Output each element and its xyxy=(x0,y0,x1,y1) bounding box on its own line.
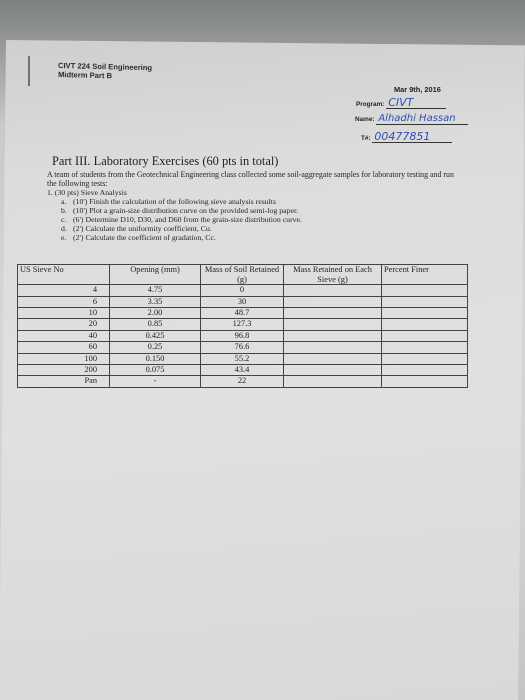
cell-mass-each-sieve[interactable] xyxy=(284,376,382,387)
cell-mass-retained: 127.3 xyxy=(201,319,284,330)
cell-percent-finer[interactable] xyxy=(382,353,468,364)
cell-sieve-no: 6 xyxy=(18,296,110,307)
name-value: Alhadhi Hassan xyxy=(376,113,468,125)
cell-opening: 3.35 xyxy=(110,296,201,307)
cell-mass-retained: 48.7 xyxy=(201,308,284,319)
cell-opening: 0.25 xyxy=(110,342,201,353)
cell-mass-retained: 76.6 xyxy=(201,342,284,353)
table-row xyxy=(18,319,468,330)
cell-percent-finer[interactable] xyxy=(382,296,468,307)
table-row xyxy=(18,342,468,353)
midterm-label: Midterm Part B xyxy=(57,69,113,80)
cell-mass-retained: 0 xyxy=(201,285,284,296)
header-opening: Opening (mm) xyxy=(110,265,201,285)
tid-field xyxy=(361,131,452,143)
header-mass-retained: Mass of Soil Retained (g) xyxy=(201,265,284,285)
cell-percent-finer[interactable] xyxy=(382,285,468,296)
cell-sieve-no: Pan xyxy=(18,376,110,387)
cell-percent-finer[interactable] xyxy=(382,342,468,353)
cell-sieve-no: 10 xyxy=(18,308,110,319)
exam-header xyxy=(58,62,152,79)
cell-mass-retained: 43.4 xyxy=(201,365,284,376)
cell-percent-finer[interactable] xyxy=(382,330,468,341)
table-row xyxy=(18,353,468,364)
cell-opening: 0.075 xyxy=(110,365,201,376)
exam-date: Mar 9th, 2016 xyxy=(394,85,441,94)
part-title: Part III. Laboratory Exercises (60 pts in total) xyxy=(52,154,279,168)
cell-mass-each-sieve[interactable] xyxy=(284,342,382,353)
cell-percent-finer[interactable] xyxy=(382,365,468,376)
header-sieve-no: US Sieve No xyxy=(18,265,110,285)
cell-opening: 4.75 xyxy=(110,285,201,296)
cell-mass-each-sieve[interactable] xyxy=(284,319,382,330)
table-header-row xyxy=(18,265,468,285)
cell-mass-retained: 55.2 xyxy=(201,353,284,364)
cell-sieve-no: 60 xyxy=(18,342,110,353)
cell-opening: 2.00 xyxy=(110,308,201,319)
course-title: CIVT 224 Soil Engineering xyxy=(57,61,153,73)
table-row xyxy=(18,285,468,296)
cell-percent-finer[interactable] xyxy=(382,308,468,319)
sieve-analysis-table xyxy=(17,264,468,388)
name-label: Name: xyxy=(355,116,375,123)
question-item: a. (10') Finish the calculation of the following sieve analysis results xyxy=(61,196,277,206)
table-row xyxy=(18,308,468,319)
question-1: 1. (30 pts) Sieve Analysis xyxy=(47,188,127,197)
header-mass-each-sieve: Mass Retained on Each Sieve (g) xyxy=(284,265,382,285)
cell-opening: 0.425 xyxy=(110,330,201,341)
question-item: d. (2') Calculate the uniformity coefficient, Cu. xyxy=(61,223,212,233)
cell-sieve-no: 200 xyxy=(18,365,110,376)
table-row xyxy=(18,296,468,307)
cell-mass-each-sieve[interactable] xyxy=(284,296,382,307)
name-field xyxy=(355,113,468,125)
question-item: b. (10') Plot a grain-size distribution curve on the provided semi-log paper. xyxy=(61,205,299,215)
question-list xyxy=(47,189,302,242)
table-row xyxy=(18,376,468,387)
cell-percent-finer[interactable] xyxy=(382,376,468,387)
cell-opening: 0.85 xyxy=(110,319,201,330)
cell-mass-each-sieve[interactable] xyxy=(284,330,382,341)
cell-mass-retained: 22 xyxy=(201,376,284,387)
program-field xyxy=(356,97,446,109)
faint-bleedthrough xyxy=(212,372,214,379)
tid-label: T#: xyxy=(361,135,371,142)
cell-sieve-no: 100 xyxy=(18,353,110,364)
program-value: CIVT xyxy=(386,97,446,109)
tid-value: 00477851 xyxy=(372,131,452,143)
cell-sieve-no: 20 xyxy=(18,319,110,330)
cell-opening: 0.150 xyxy=(110,353,201,364)
table-row xyxy=(18,365,468,376)
cell-sieve-no: 4 xyxy=(18,285,110,296)
cell-mass-each-sieve[interactable] xyxy=(284,353,382,364)
cell-opening: - xyxy=(110,376,201,387)
cell-mass-each-sieve[interactable] xyxy=(284,308,382,319)
cell-percent-finer[interactable] xyxy=(382,319,468,330)
cell-mass-each-sieve[interactable] xyxy=(284,285,382,296)
question-item: e. (2') Calculate the coefficient of gradation, Cc. xyxy=(61,232,216,242)
part-intro: A team of students from the Geotechnical Engineering class collected some soil-aggregate samples for laboratory testing and run the following tests: xyxy=(47,170,454,188)
cell-sieve-no: 40 xyxy=(18,330,110,341)
program-label: Program: xyxy=(356,101,385,108)
cell-mass-each-sieve[interactable] xyxy=(284,365,382,376)
table-row xyxy=(18,330,468,341)
header-percent-finer: Percent Finer xyxy=(382,265,468,285)
paper-edge-mark xyxy=(28,56,30,86)
cell-mass-retained: 96.8 xyxy=(201,330,284,341)
cell-mass-retained: 30 xyxy=(201,296,284,307)
question-item: c. (6') Determine D10, D30, and D60 from the grain-size distribution curve. xyxy=(61,214,302,224)
